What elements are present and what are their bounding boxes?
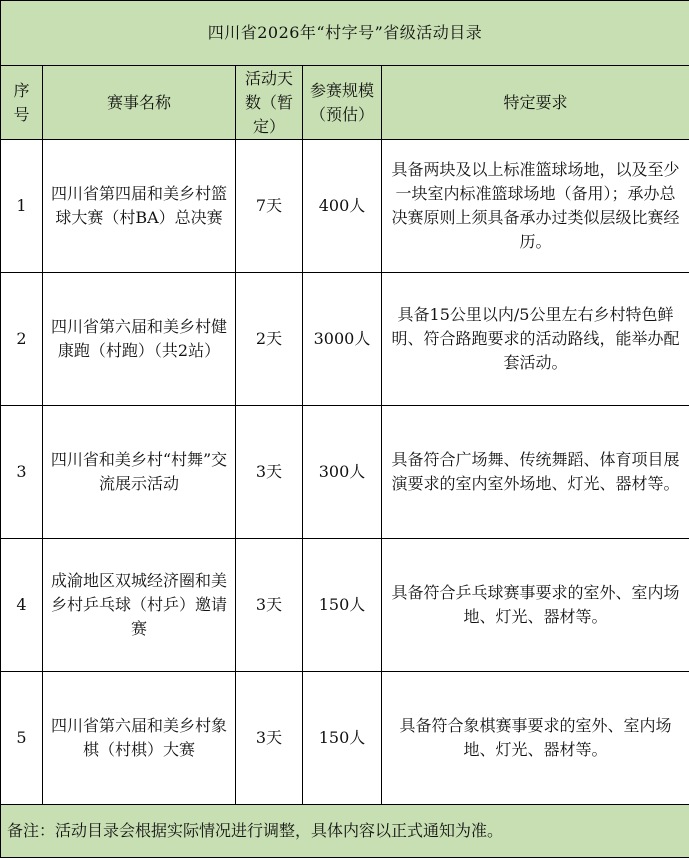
cell-requirements: 具备符合广场舞、传统舞蹈、体育项目展演要求的室内室外场地、灯光、器材等。	[382, 406, 689, 539]
table-row	[1, 406, 689, 539]
table-row	[1, 539, 689, 672]
title-row	[1, 1, 689, 66]
cell-requirements: 具备符合乒乓球赛事要求的室外、室内场地、灯光、器材等。	[382, 539, 689, 672]
header-name: 赛事名称	[43, 66, 236, 140]
header-requirements: 特定要求	[382, 66, 689, 140]
cell-requirements: 具备15公里以内/5公里左右乡村特色鲜明、符合路跑要求的活动路线，能举办配套活动。	[382, 273, 689, 406]
cell-scale: 3000人	[303, 273, 382, 406]
cell-requirements: 具备两块及以上标准篮球场地，以及至少一块室内标准篮球场地（备用）；承办总决赛原则上须具备承办过类似层级比赛经历。	[382, 140, 689, 273]
cell-scale: 400人	[303, 140, 382, 273]
cell-scale: 300人	[303, 406, 382, 539]
cell-index: 2	[1, 273, 43, 406]
header-row	[1, 66, 689, 140]
table-row	[1, 672, 689, 805]
header-days: 活动天数（暂定）	[236, 66, 303, 140]
cell-index: 3	[1, 406, 43, 539]
table-row	[1, 273, 689, 406]
cell-requirements: 具备符合象棋赛事要求的室外、室内场地、灯光、器材等。	[382, 672, 689, 805]
cell-days: 3天	[236, 406, 303, 539]
footer-row	[1, 805, 689, 858]
cell-scale: 150人	[303, 539, 382, 672]
cell-index: 4	[1, 539, 43, 672]
header-index: 序号	[1, 66, 43, 140]
cell-index: 5	[1, 672, 43, 805]
footnote: 备注：活动目录会根据实际情况进行调整，具体内容以正式通知为准。	[1, 805, 689, 858]
cell-index: 1	[1, 140, 43, 273]
cell-name: 四川省和美乡村“村舞”交流展示活动	[43, 406, 236, 539]
cell-scale: 150人	[303, 672, 382, 805]
table-row	[1, 140, 689, 273]
cell-name: 四川省第六届和美乡村象棋（村棋）大赛	[43, 672, 236, 805]
cell-name: 四川省第六届和美乡村健康跑（村跑）（共2站）	[43, 273, 236, 406]
cell-name: 四川省第四届和美乡村篮球大赛（村BA）总决赛	[43, 140, 236, 273]
cell-days: 2天	[236, 273, 303, 406]
cell-days: 3天	[236, 539, 303, 672]
cell-name: 成渝地区双城经济圈和美乡村乒乓球（村乒）邀请赛	[43, 539, 236, 672]
header-scale: 参赛规模（预估）	[303, 66, 382, 140]
cell-days: 7天	[236, 140, 303, 273]
page-title: 四川省2026年“村字号”省级活动目录	[1, 1, 689, 66]
cell-days: 3天	[236, 672, 303, 805]
